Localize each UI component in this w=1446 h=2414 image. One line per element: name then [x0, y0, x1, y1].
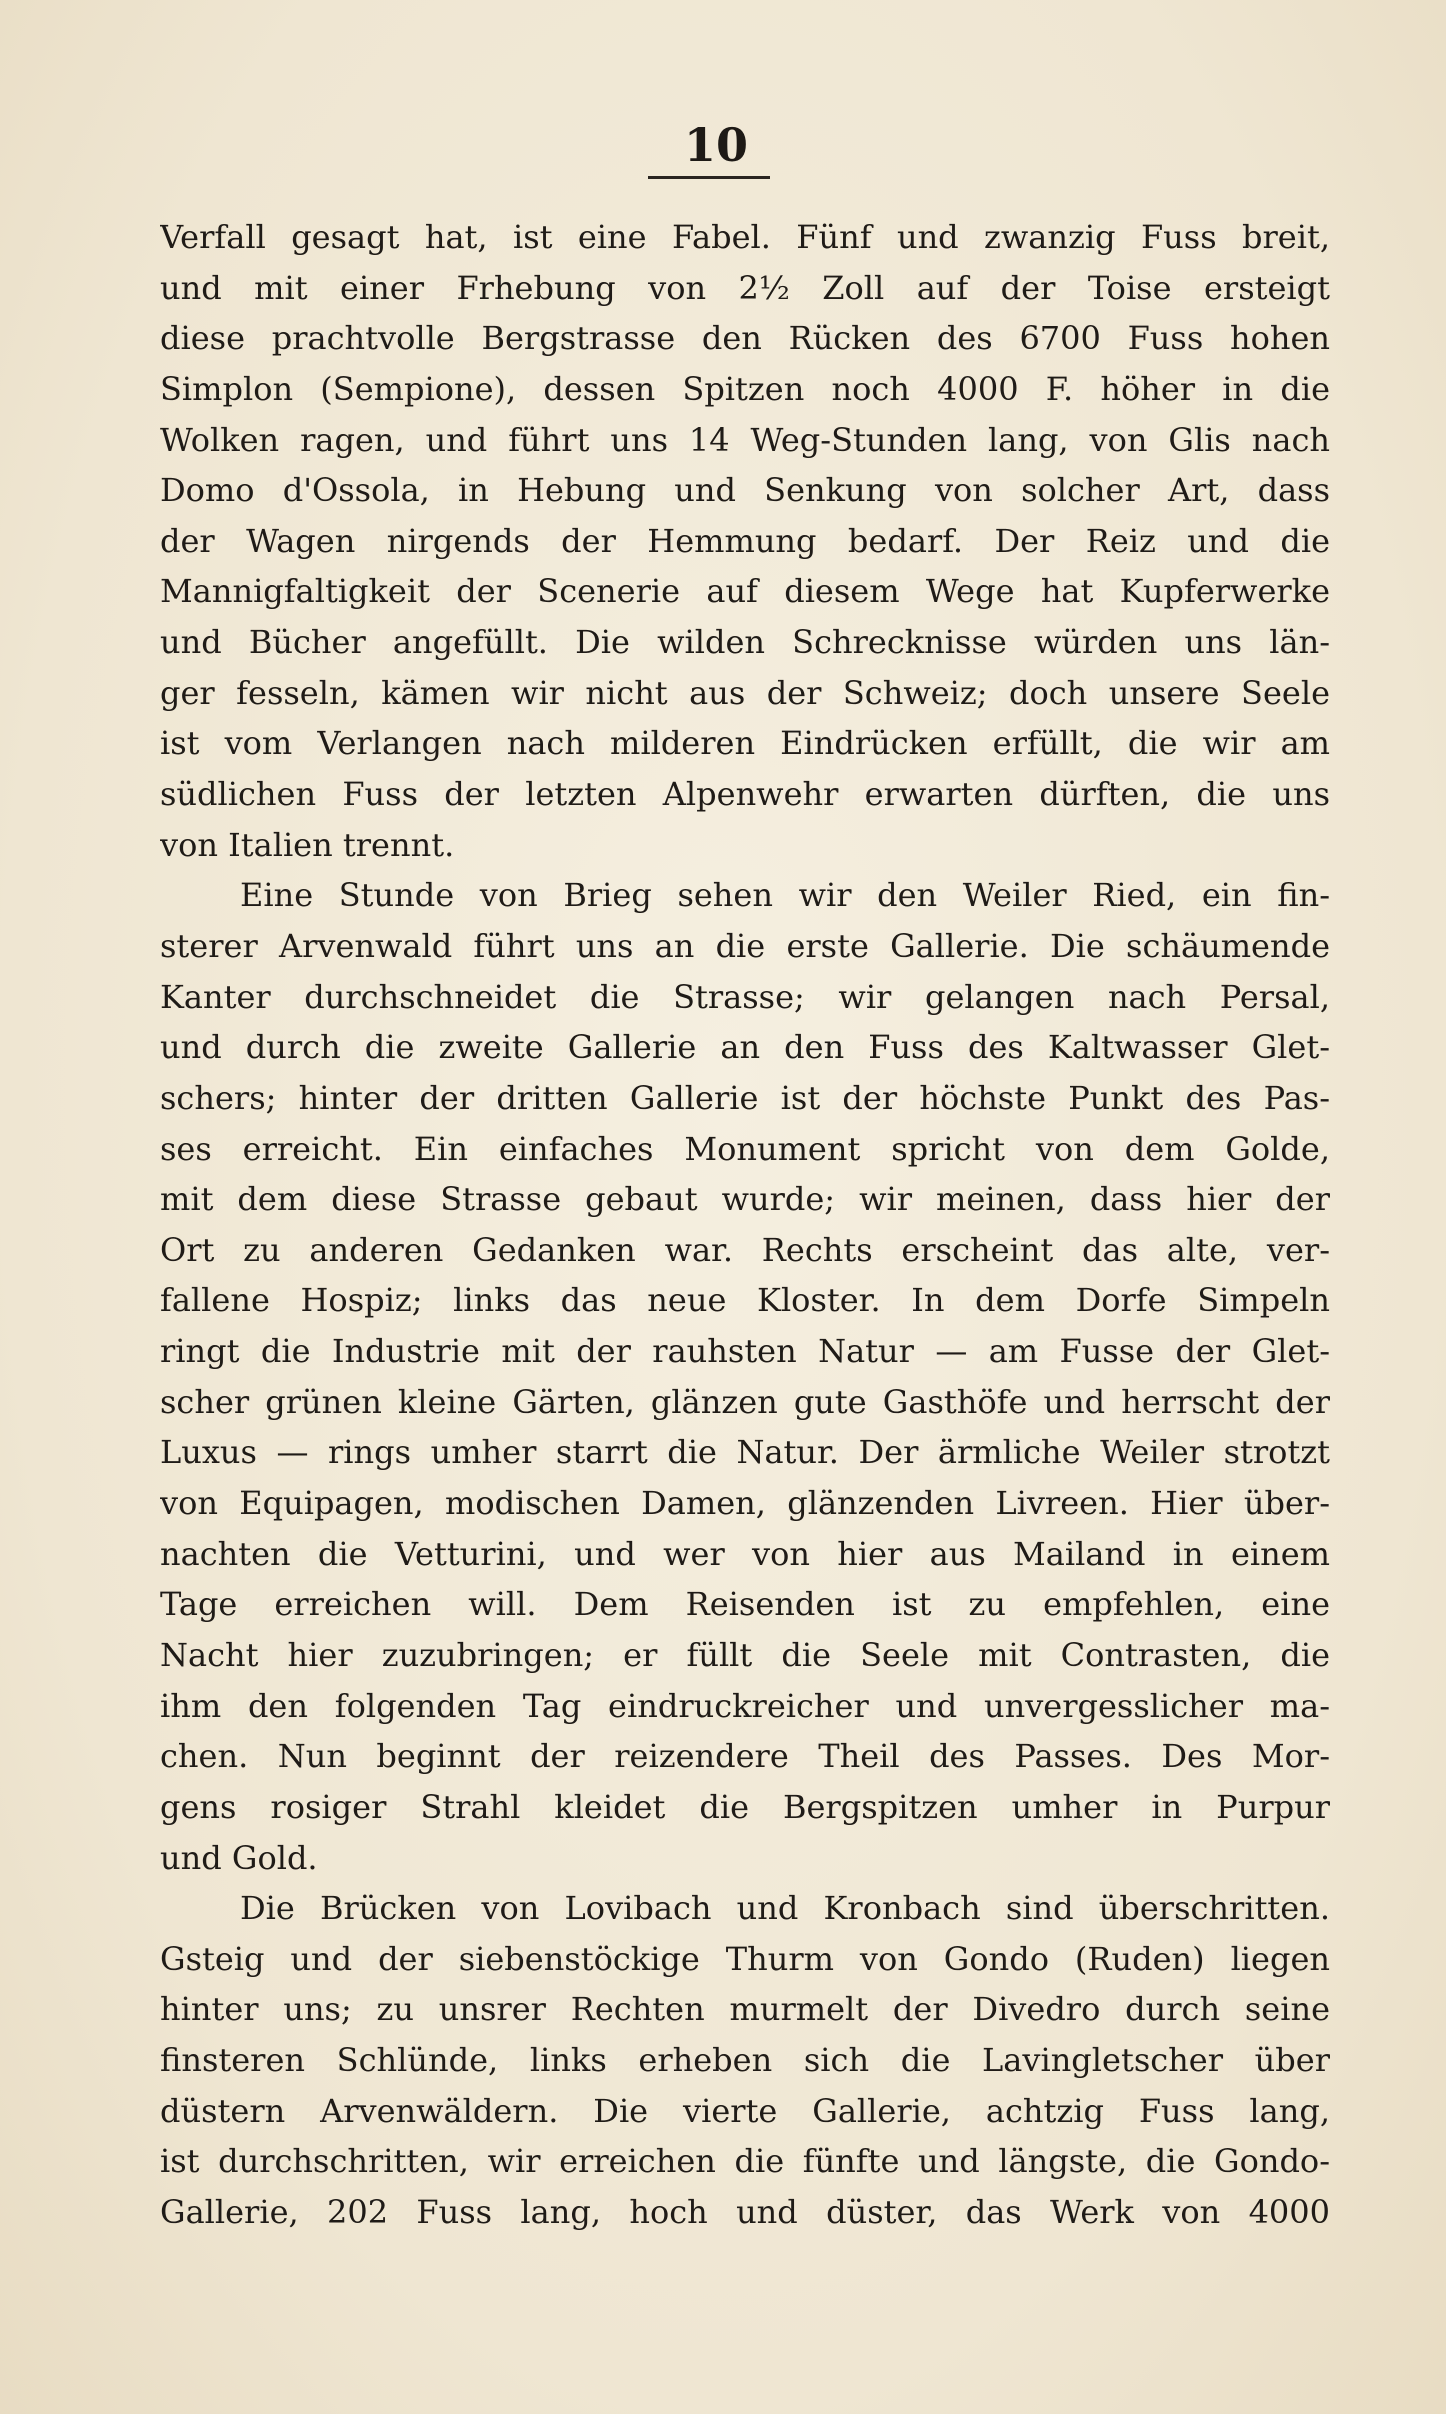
text-line: und mit einer Frhebung von 2½ Zoll auf der Toise ersteigt [160, 268, 1330, 307]
page-number: 10 [683, 118, 748, 172]
text-line: ihm den folgenden Tag eindruckreicher und unvergesslicher ma- [160, 1686, 1330, 1725]
text-line: Simplon (Sempione), dessen Spitzen noch 4000 F. höher in die [160, 369, 1330, 408]
text-line: ist durchschritten, wir erreichen die fünfte und längste, die Gondo- [160, 2142, 1330, 2181]
text-line: südlichen Fuss der letzten Alpenwehr erwarten dürften, die uns [160, 775, 1330, 814]
text-line: Mannigfaltigkeit der Scenerie auf diesem Wege hat Kupferwerke [160, 572, 1330, 611]
text-line: von Equipagen, modischen Damen, glänzenden Livreen. Hier über- [160, 1484, 1330, 1523]
text-line: ist vom Verlangen nach milderen Eindrücken erfüllt, die wir am [160, 724, 1330, 763]
text-line: Luxus — rings umher starrt die Natur. Der ärmliche Weiler strotzt [160, 1433, 1330, 1472]
body-text [160, 212, 1330, 2238]
text-line: Gsteig und der siebenstöckige Thurm von Gondo (Ruden) liegen [160, 1939, 1330, 1978]
text-line: Tage erreichen will. Dem Reisenden ist zu empfehlen, eine [160, 1585, 1330, 1624]
text-line: Wolken ragen, und führt uns 14 Weg-Stunden lang, von Glis nach [160, 420, 1330, 459]
text-line: sterer Arvenwald führt uns an die erste Gallerie. Die schäumende [160, 926, 1330, 965]
text-line: Nacht hier zuzubringen; er füllt die Seele mit Contrasten, die [160, 1635, 1330, 1674]
text-line: fallene Hospiz; links das neue Kloster. In dem Dorfe Simpeln [160, 1281, 1330, 1320]
text-line: und Gold. [160, 1838, 318, 1877]
text-line: Ort zu anderen Gedanken war. Rechts erscheint das alte, ver- [160, 1230, 1330, 1269]
text-line: ses erreicht. Ein einfaches Monument spricht von dem Golde, [160, 1129, 1330, 1168]
text-line: ger fesseln, kämen wir nicht aus der Schweiz; doch unsere Seele [160, 673, 1330, 712]
text-line: nachten die Vetturini, und wer von hier aus Mailand in einem [160, 1534, 1330, 1573]
text-line: diese prachtvolle Bergstrasse den Rücken des 6700 Fuss hohen [160, 319, 1330, 358]
text-line: finsteren Schlünde, links erheben sich die Lavingletscher über [160, 2041, 1330, 2080]
text-line: schers; hinter der dritten Gallerie ist der höchste Punkt des Pas- [160, 1078, 1330, 1117]
text-line: scher grünen kleine Gärten, glänzen gute Gasthöfe und herrscht der [160, 1382, 1330, 1421]
text-line: Kanter durchschneidet die Strasse; wir gelangen nach Persal, [160, 977, 1330, 1016]
text-line: Eine Stunde von Brieg sehen wir den Weiler Ried, ein fin- [240, 876, 1330, 915]
text-line: gens rosiger Strahl kleidet die Bergspitzen umher in Purpur [160, 1787, 1330, 1826]
text-line: der Wagen nirgends der Hemmung bedarf. Der Reiz und die [160, 521, 1330, 560]
text-line: Domo d'Ossola, in Hebung und Senkung von solcher Art, dass [160, 471, 1330, 510]
text-line: Die Brücken von Lovibach und Kronbach sind überschritten. [240, 1889, 1330, 1928]
text-line: Gallerie, 202 Fuss lang, hoch und düster, das Werk von 4000 [160, 2192, 1330, 2231]
text-line: von Italien trennt. [160, 825, 455, 864]
text-line: und durch die zweite Gallerie an den Fuss des Kaltwasser Glet- [160, 1028, 1330, 1067]
text-line: hinter uns; zu unsrer Rechten murmelt der Divedro durch seine [160, 1990, 1330, 2029]
text-line: mit dem diese Strasse gebaut wurde; wir meinen, dass hier der [160, 1180, 1330, 1219]
text-line: Verfall gesagt hat, ist eine Fabel. Fünf und zwanzig Fuss breit, [160, 218, 1330, 256]
text-line: und Bücher angefüllt. Die wilden Schrecknisse würden uns län- [160, 623, 1330, 662]
header-rule [648, 176, 770, 179]
text-line: ringt die Industrie mit der rauhsten Natur — am Fusse der Glet- [160, 1332, 1330, 1371]
text-line: chen. Nun beginnt der reizendere Theil des Passes. Des Mor- [160, 1737, 1330, 1776]
text-line: düstern Arvenwäldern. Die vierte Gallerie, achtzig Fuss lang, [160, 2091, 1330, 2130]
